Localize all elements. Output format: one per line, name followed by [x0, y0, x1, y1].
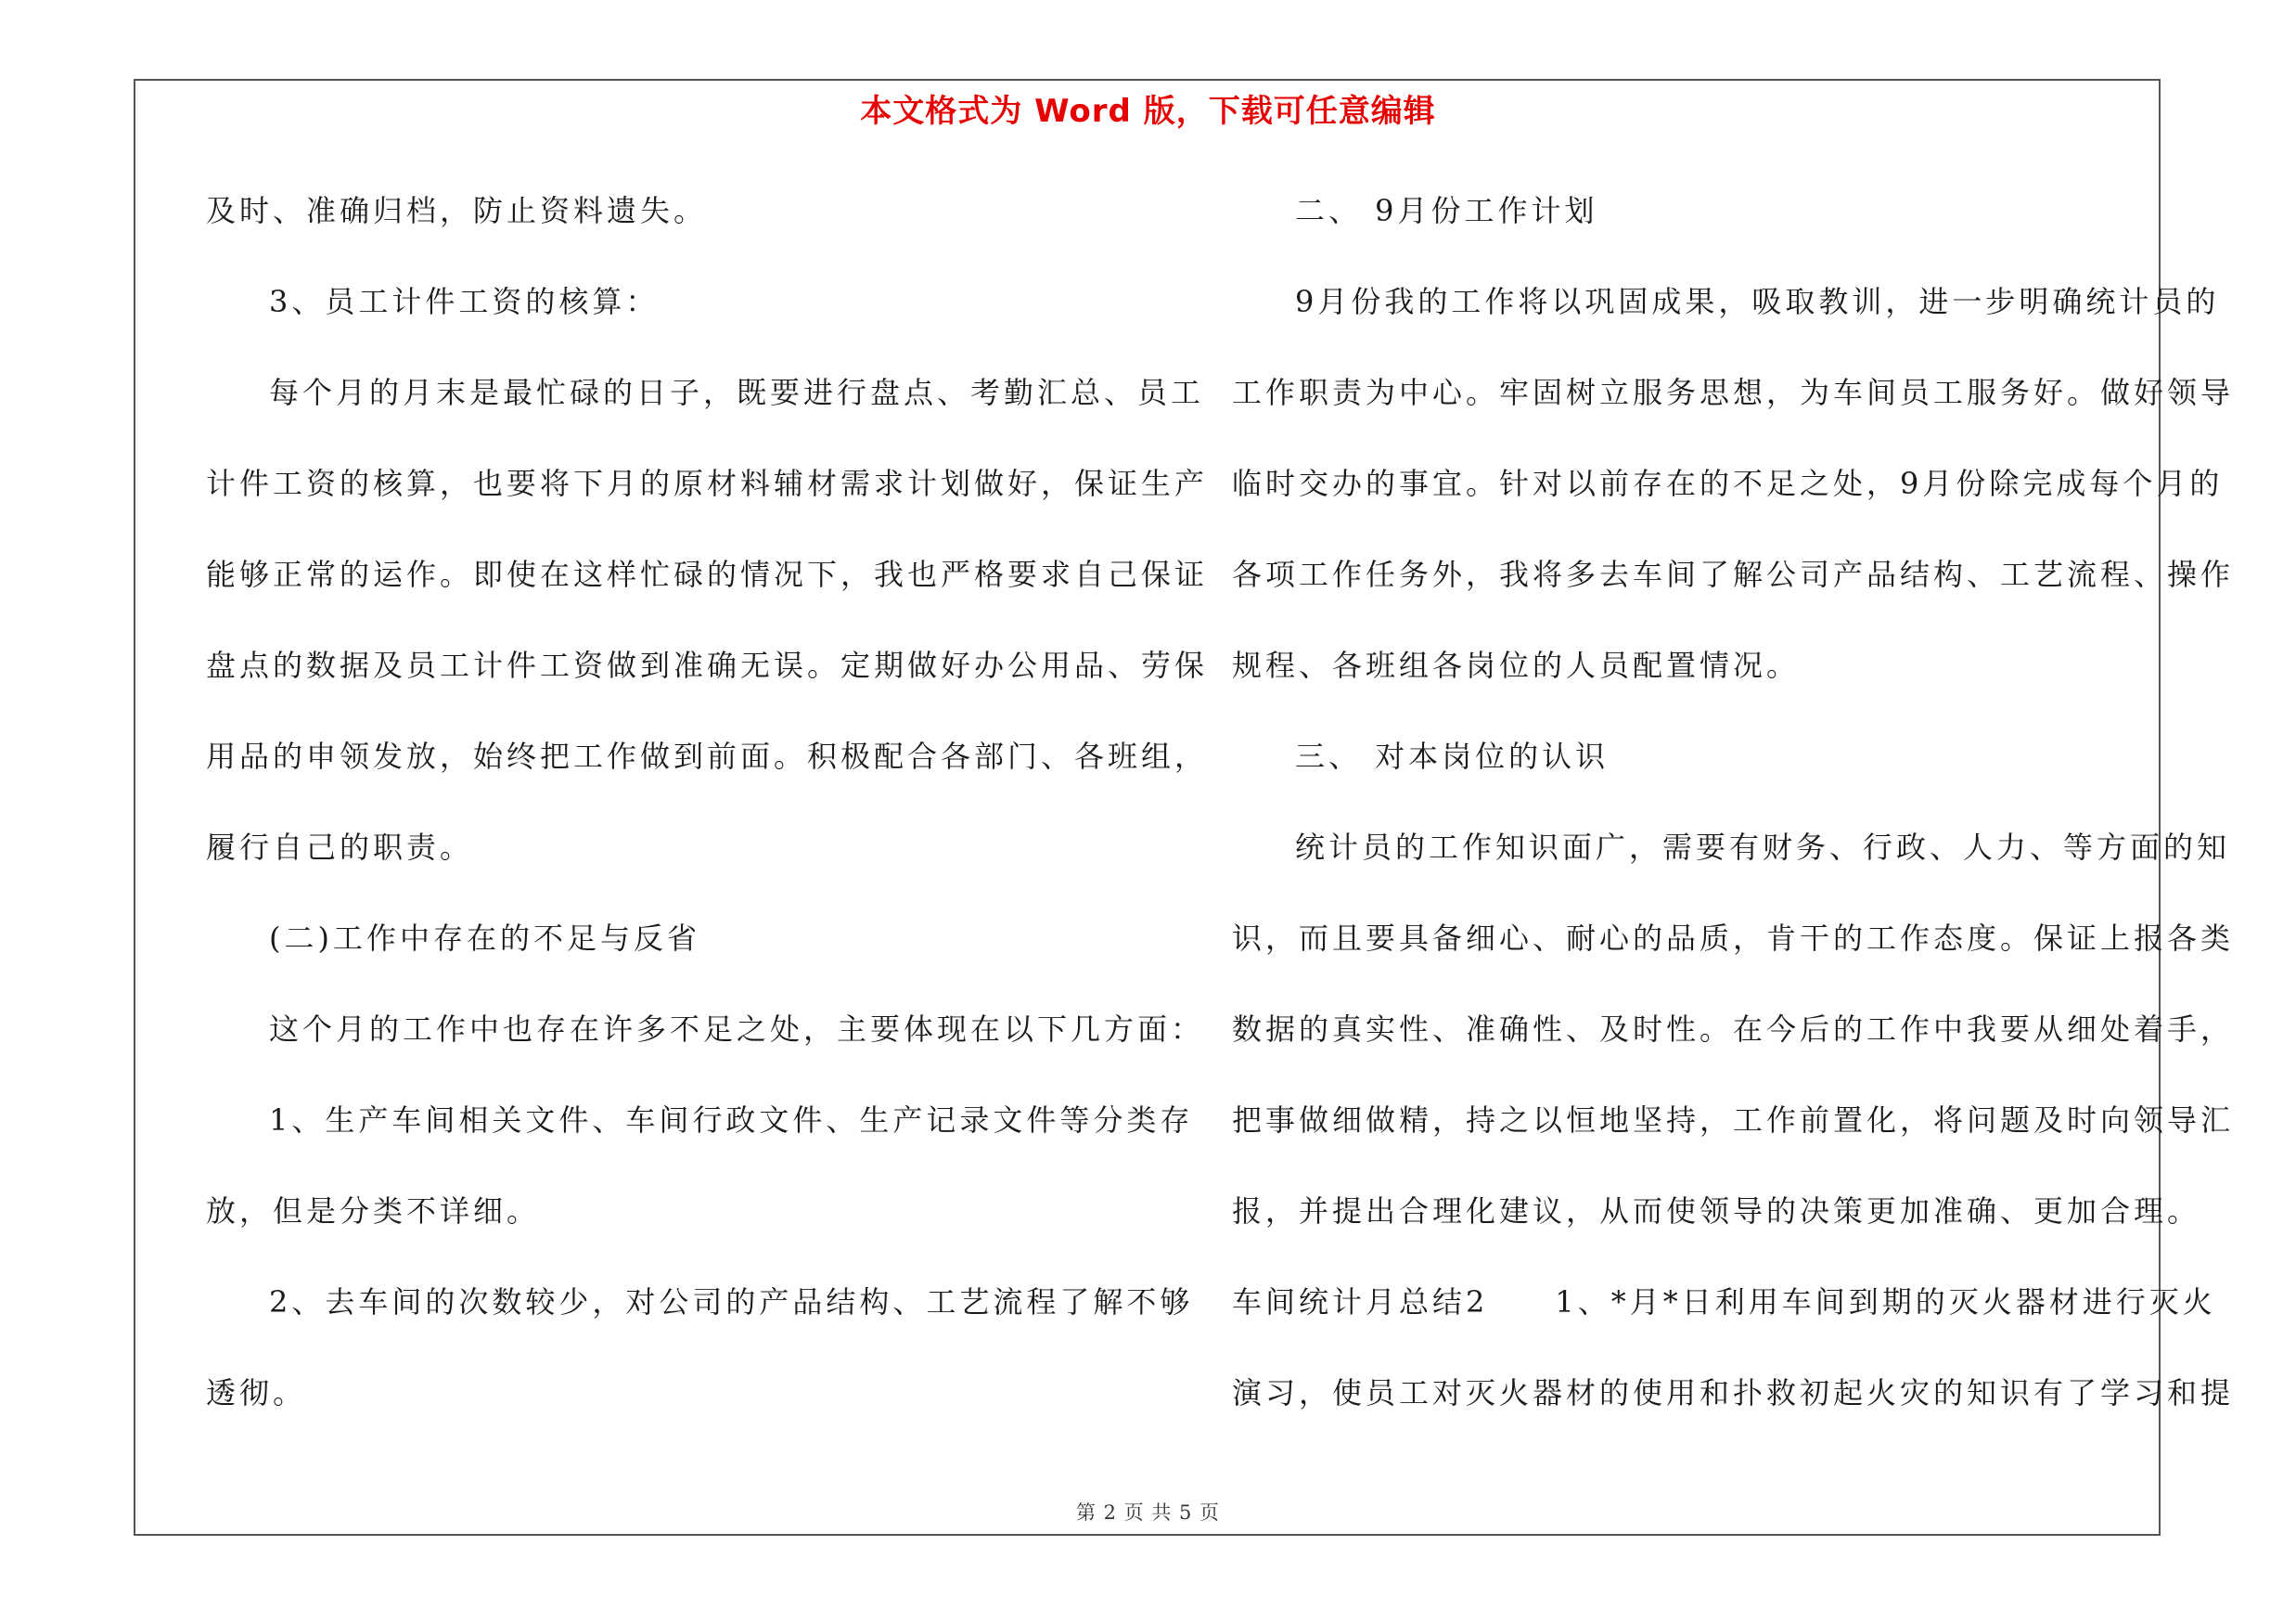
- paragraph-line: 履行自己的职责。: [206, 830, 474, 865]
- paragraph-line: 识，而且要具备细心、耐心的品质，肯干的工作态度。保证上报各类: [1232, 921, 2235, 956]
- paragraph-line: 每个月的月末是最忙碌的日子，既要进行盘点、考勤汇总、员工: [269, 375, 1205, 410]
- paragraph-line: 透彻。: [206, 1375, 307, 1410]
- section-heading: 三、 对本岗位的认识: [1295, 739, 1610, 774]
- paragraph-line: 报，并提出合理化建议，从而使领导的决策更加准确、更加合理。: [1232, 1193, 2201, 1229]
- format-notice-banner: 本文格式为 Word 版，下载可任意编辑: [860, 93, 1436, 130]
- paragraph-line: 1、生产车间相关文件、车间行政文件、生产记录文件等分类存: [269, 1102, 1194, 1138]
- paragraph-line: 规程、各班组各岗位的人员配置情况。: [1232, 648, 1801, 683]
- paragraph-line: 统计员的工作知识面广，需要有财务、行政、人力、等方面的知: [1295, 830, 2231, 865]
- paragraph-line: 数据的真实性、准确性、及时性。在今后的工作中我要从细处着手，: [1232, 1011, 2235, 1047]
- paragraph-line: 及时、准确归档，防止资料遗失。: [206, 193, 708, 228]
- section-heading: 二、 9月份工作计划: [1295, 193, 1598, 228]
- paragraph-line: 工作职责为中心。牢固树立服务思想，为车间员工服务好。做好领导: [1232, 375, 2235, 410]
- paragraph-line: 计件工资的核算，也要将下月的原材料辅材需求计划做好，保证生产: [206, 466, 1209, 501]
- paragraph-line: 车间统计月总结2 1、*月*日利用车间到期的灭火器材进行灭火: [1232, 1284, 2216, 1320]
- section-heading: (二)工作中存在的不足与反省: [269, 921, 700, 956]
- page-number-footer: 第 2 页 共 5 页: [1075, 1501, 1221, 1524]
- paragraph-line: 能够正常的运作。即使在这样忙碌的情况下，我也严格要求自己保证: [206, 557, 1209, 592]
- paragraph-line: 2、去车间的次数较少，对公司的产品结构、工艺流程了解不够: [269, 1284, 1194, 1320]
- paragraph-line: 放，但是分类不详细。: [206, 1193, 541, 1229]
- paragraph-line: 盘点的数据及员工计件工资做到准确无误。定期做好办公用品、劳保: [206, 648, 1209, 683]
- paragraph-line: 各项工作任务外，我将多去车间了解公司产品结构、工艺流程、操作: [1232, 557, 2235, 592]
- paragraph-line: 9月份我的工作将以巩固成果，吸取教训，进一步明确统计员的: [1295, 284, 2220, 319]
- paragraph-line: 把事做细做精，持之以恒地坚持，工作前置化，将问题及时向领导汇: [1232, 1102, 2235, 1138]
- paragraph-line: 演习，使员工对灭火器材的使用和扑救初起火灾的知识有了学习和提: [1232, 1375, 2235, 1410]
- section-heading: 3、员工计件工资的核算：: [269, 284, 660, 319]
- paragraph-line: 用品的申领发放，始终把工作做到前面。积极配合各部门、各班组，: [206, 739, 1209, 774]
- paragraph-line: 临时交办的事宜。针对以前存在的不足之处，9月份除完成每个月的: [1232, 466, 2224, 501]
- paragraph-line: 这个月的工作中也存在许多不足之处，主要体现在以下几方面：: [269, 1011, 1205, 1047]
